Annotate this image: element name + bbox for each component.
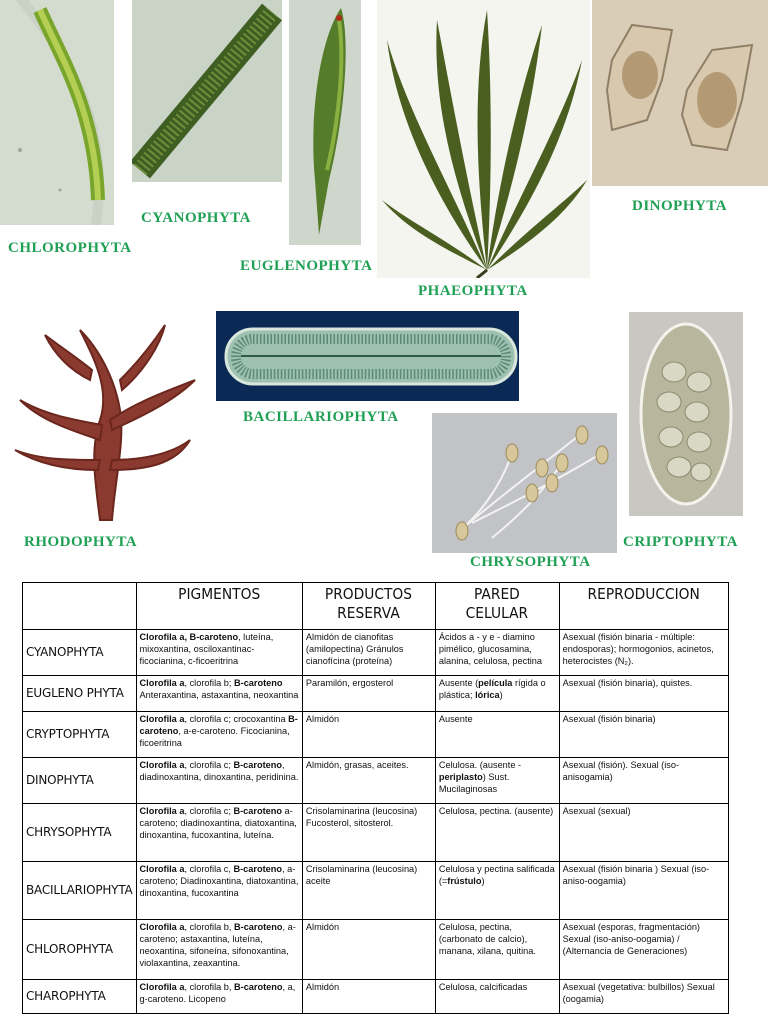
reserva-cell: Almidón [302,980,435,1014]
caption-phaeophyta: PHAEOPHYTA [418,283,528,299]
pared-cell: Ácidos a - y e - diamino pimélico, glucosamina, alanina, celulosa, pectina [435,630,559,676]
reproduccion-cell: Asexual (fisión binaria), quistes. [559,676,728,712]
header-productos-reserva: PRODUCTOS RESERVA [308,583,430,630]
photo-dinophyta [592,0,768,186]
division-cell: CHLOROPHYTA [23,920,137,980]
pared-cell: Celulosa, calcificadas [435,980,559,1014]
pigmentos-cell: Clorofila a, clorofila b, B-caroteno, a, g-caroteno. Licopeno [136,980,302,1014]
reserva-cell: Almidón [302,712,435,758]
pared-cell: Celulosa y pectina salificada (=frústulo) [435,862,559,920]
division-cell: DINOPHYTA [23,758,137,804]
reserva-cell: Almidón, grasas, aceites. [302,758,435,804]
caption-rhodophyta: RHODOPHYTA [24,534,138,550]
header-pared-celular: PARED CELULAR [440,583,554,630]
photo-criptophyta [629,312,743,516]
caption-bacillariophyta: BACILLARIOPHYTA [243,409,399,425]
reproduccion-cell: Asexual (fisión binaria ) Sexual (iso-aniso-oogamia) [559,862,728,920]
caption-dinophyta: DINOPHYTA [632,198,728,214]
division-cell: CRYPTOPHYTA [23,712,137,758]
pigmentos-cell: Clorofila a, clorofila b; B-caroteno Anteraxantina, astaxantina, neoxantina [136,676,302,712]
reproduccion-cell: Asexual (sexual) [559,804,728,862]
algae-comparison-table [22,582,729,1014]
pigmentos-cell: Clorofila a, clorofila c; B-caroteno a-caroteno; diadinoxantina, diatoxantina, dinoxantina, fucoxantina, luteína. [136,804,302,862]
pigmentos-cell: Clorofila a, clorofila b, B-caroteno, a-caroteno; astaxantina, luteína, neoxantina, sifoneína, sifonoxantina, violaxantina, zeaxantina. [136,920,302,980]
table-header-row [23,583,729,630]
photo-euglenophyta [289,0,361,245]
header-pigmentos: PIGMENTOS [143,583,296,630]
table-row [23,920,729,980]
table-row [23,804,729,862]
photo-cyanophyta [132,0,282,182]
header-reproduccion: REPRODUCCION [566,583,722,630]
caption-criptophyta: CRIPTOPHYTA [623,534,738,550]
photo-bacillariophyta [216,311,519,401]
division-cell: CHAROPHYTA [23,980,137,1014]
pared-cell: Ausente [435,712,559,758]
reserva-cell: Almidón de cianofitas (amilopectina) Gránulos cianofícina (proteína) [302,630,435,676]
reserva-cell: Crisolaminarina (leucosina) aceite [302,862,435,920]
reserva-cell: Paramilón, ergosterol [302,676,435,712]
division-cell: EUGLENO PHYTA [23,676,137,712]
caption-chlorophyta: CHLOROPHYTA [8,240,132,256]
header-blank [27,583,131,630]
table-row [23,980,729,1014]
pigmentos-cell: Clorofila a, clorofila c; B-caroteno, diadinoxantina, dinoxantina, peridinina. [136,758,302,804]
pigmentos-cell: Clorofila a, clorofila c; crocoxantina B-caroteno, a-e-caroteno. Ficocianina, ficoeritrina [136,712,302,758]
caption-euglenophyta: EUGLENOPHYTA [240,258,373,274]
table-row [23,758,729,804]
pigmentos-cell: Clorofila a, B-caroteno, luteína, mixoxantina, osciloxantinac-ficocianina, c-ficoeritrina [136,630,302,676]
pigmentos-cell: Clorofila a, clorofila c, B-caroteno, a-caroteno; Diadinoxantina, diatoxantina, dinoxantina, fucoxantina [136,862,302,920]
table-row [23,862,729,920]
division-cell: CHRYSOPHYTA [23,804,137,862]
reproduccion-cell: Asexual (esporas, fragmentación) Sexual (iso-aniso-oogamia) / (Alternancia de Generaciones) [559,920,728,980]
table-row [23,712,729,758]
reserva-cell: Crisolaminarina (leucosina) Fucosterol, sitosterol. [302,804,435,862]
photo-chrysophyta [432,413,617,553]
table-row [23,676,729,712]
pared-cell: Celulosa, pectina, (carbonato de calcio), manana, xilana, quitina. [435,920,559,980]
reproduccion-cell: Asexual (vegetativa: bulbillos) Sexual (oogamia) [559,980,728,1014]
photo-rhodophyta [0,300,200,525]
pared-cell: Ausente (película rígida o plástica; lórica) [435,676,559,712]
pared-cell: Celulosa. (ausente - periplasto) Sust. Mucilaginosas [435,758,559,804]
table-row [23,630,729,676]
reproduccion-cell: Asexual (fisión binaria) [559,712,728,758]
photo-phaeophyta [377,0,590,278]
reproduccion-cell: Asexual (fisión binaria - múltiple: endosporas); hormogonios, acinetos, heterocistes (N₂). [559,630,728,676]
caption-cyanophyta: CYANOPHYTA [141,210,252,226]
caption-chrysophyta: CHRYSOPHYTA [470,554,591,570]
division-cell: CYANOPHYTA [23,630,137,676]
reproduccion-cell: Asexual (fisión). Sexual (iso-anisogamia) [559,758,728,804]
pared-cell: Celulosa, pectina. (ausente) [435,804,559,862]
division-cell: BACILLARIOPHYTA [23,862,137,920]
reserva-cell: Almidón [302,920,435,980]
photo-chlorophyta [0,0,114,225]
